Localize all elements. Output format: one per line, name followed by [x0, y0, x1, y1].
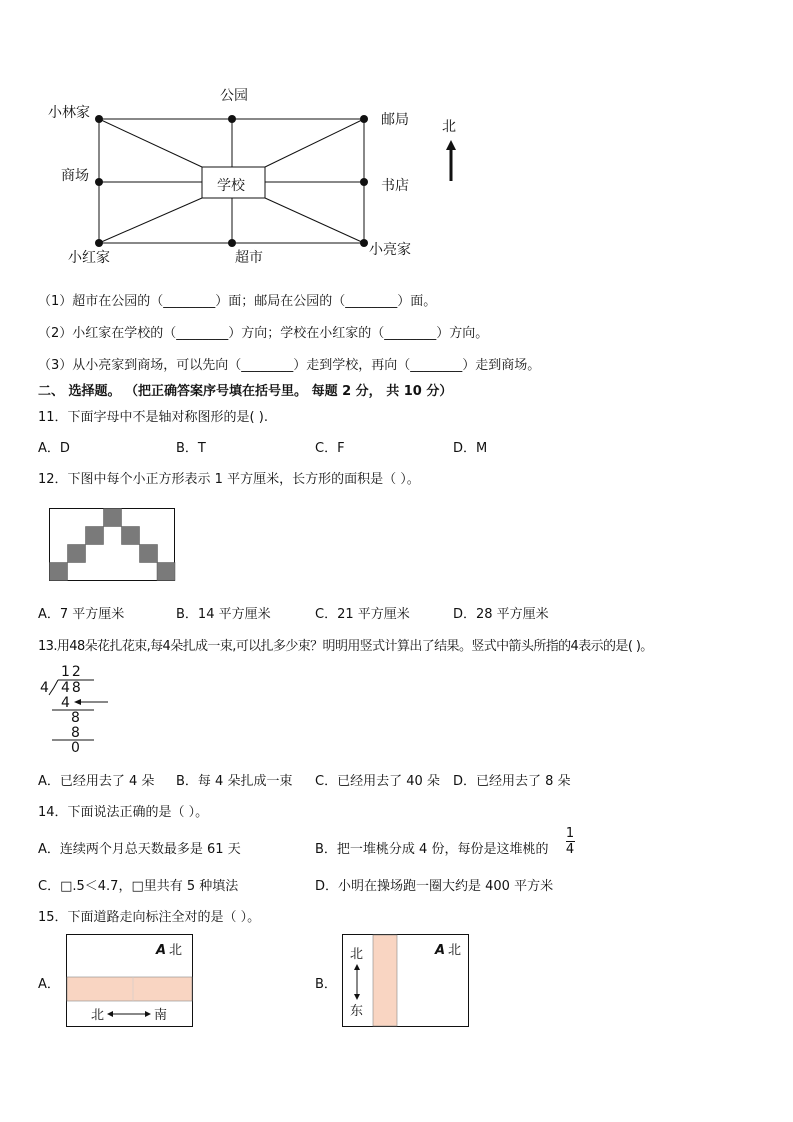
- label-xiaohong: 小红家: [68, 250, 110, 266]
- road-horizontal: [67, 977, 192, 1001]
- division-quotient: 12: [61, 664, 83, 680]
- q12-option-d: D．28 平方厘米: [453, 607, 549, 622]
- division-remainder: 0: [71, 740, 80, 756]
- q13-stem: 13.用48朵花扎花束,每4朵扎成一束,可以扎多少束？明明用竖式计算出了结果。竖式中箭头所指的4表示的是( )。: [38, 639, 653, 654]
- label-mall: 商场: [61, 168, 89, 184]
- division-divisor: 4: [40, 680, 49, 696]
- fig-b-top-label: 北: [350, 947, 364, 962]
- fig-a-right-label: 南: [154, 1008, 168, 1023]
- fraction-denominator: 4: [565, 842, 575, 857]
- fig-b-north: 北: [448, 943, 462, 958]
- q14-option-d: D．小明在操场跑一圈大约是 400 平方米: [315, 879, 554, 894]
- q14-option-a: A．连续两个月总天数最多是 61 天: [38, 842, 241, 857]
- division-step3: 8: [71, 725, 80, 741]
- q12-stem: 12．下图中每个小正方形表示 1 平方厘米，长方形的面积是（ ）。: [38, 472, 420, 487]
- fill-question-2: （2）小红家在学校的（________）方向；学校在小红家的（________）方向。: [38, 326, 489, 341]
- q14-fraction: [563, 826, 577, 857]
- section-heading: 二、 选择题。 （把正确答案序号填在括号里。 每题 2 分， 共 10 分）: [38, 384, 453, 399]
- q14-option-c: C．□.5＜4.7，□里共有 5 种填法: [38, 879, 239, 894]
- q12-option-c: C．21 平方厘米: [315, 607, 410, 622]
- q13-option-b: B．每 4 朵扎成一束: [176, 774, 293, 789]
- q12-option-b: B．14 平方厘米: [176, 607, 271, 622]
- fig-a-north: 北: [169, 943, 183, 958]
- fill-question-1: （1）超市在公园的（________）面；邮局在公园的（________）面。: [38, 294, 437, 309]
- q12-option-a: A．7 平方厘米: [38, 607, 125, 622]
- fraction-numerator: 1: [565, 826, 575, 841]
- fig-a-left-label: 北: [91, 1008, 105, 1023]
- division-dividend: 48: [61, 680, 83, 696]
- north-a-icon-b: A: [435, 943, 446, 958]
- q11-option-d: D．M: [453, 441, 488, 456]
- q13-long-division: [38, 662, 128, 756]
- q15-figure-b: [341, 933, 471, 1029]
- direction-map: [0, 0, 793, 280]
- north-label: 北: [442, 119, 456, 135]
- q15-stem: 15．下面道路走向标注全对的是（ ）。: [38, 910, 261, 925]
- q11-stem: 11．下面字母中不是轴对称图形的是( ).: [38, 410, 268, 425]
- label-park: 公园: [220, 88, 248, 104]
- q15-figure-a: [65, 933, 195, 1029]
- north-arrow-icon: [446, 140, 456, 181]
- pointer-arrow-icon: [74, 699, 108, 705]
- q13-option-a: A．已经用去了 4 朵: [38, 774, 155, 789]
- division-step1: 4: [61, 695, 70, 711]
- label-xiaolin: 小林家: [48, 105, 90, 121]
- label-supermarket: 超市: [235, 250, 263, 266]
- q15-option-a: A．: [38, 977, 60, 992]
- q13-option-d: D．已经用去了 8 朵: [453, 774, 571, 789]
- division-step2: 8: [71, 710, 80, 726]
- q14-stem: 14．下面说法正确的是（ ）。: [38, 805, 209, 820]
- q11-option-a: A．D: [38, 441, 70, 456]
- q11-option-b: B．T: [176, 441, 206, 456]
- label-xiaoliang: 小亮家: [369, 242, 411, 258]
- label-school: 学校: [217, 178, 245, 194]
- q14-option-b: B．把一堆桃分成 4 份，每份是这堆桃的: [315, 842, 549, 857]
- q15-option-b: B．: [315, 977, 337, 992]
- label-bookstore: 书店: [381, 178, 409, 194]
- q13-option-c: C．已经用去了 40 朵: [315, 774, 440, 789]
- q12-grid-figure: [49, 508, 176, 582]
- north-a-icon: A: [156, 943, 167, 958]
- fill-question-3: （3）从小亮家到商场，可以先向（________）走到学校，再向（________）走到商场。: [38, 358, 541, 373]
- q11-option-c: C．F: [315, 441, 345, 456]
- fig-b-bottom-label: 东: [350, 1004, 364, 1019]
- road-vertical: [373, 935, 397, 1026]
- label-post: 邮局: [381, 112, 409, 128]
